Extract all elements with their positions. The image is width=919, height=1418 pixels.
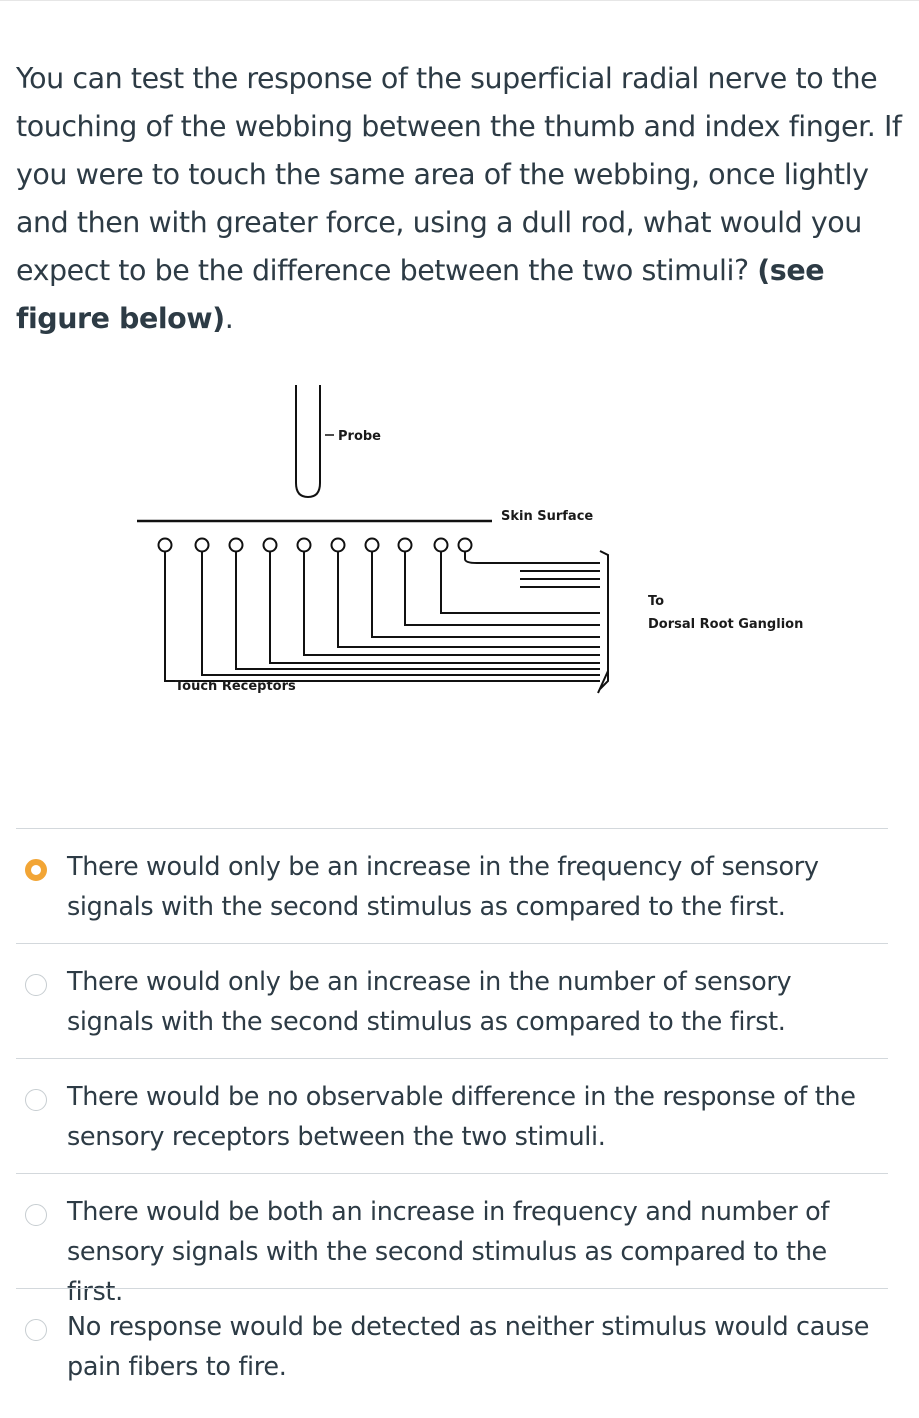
answer-list xyxy=(16,828,888,1408)
radio-button[interactable] xyxy=(25,1089,47,1111)
receptor-circle xyxy=(298,539,311,552)
answer-option[interactable] xyxy=(16,1173,888,1307)
question-body: You can test the response of the superficial radial nerve to the touching of the webbing between the thumb and index finger. If you were to touch the same area of the webbing, once lightly and then with greater force, using a dull rod, what would you expect to be the difference between the two stimuli? xyxy=(16,62,902,287)
radio-button[interactable] xyxy=(25,974,47,996)
receptor-circle xyxy=(264,539,277,552)
receptor-circle xyxy=(459,539,472,552)
drg-label: Dorsal Root Ganglion xyxy=(648,617,804,632)
nerve-fiber xyxy=(465,552,600,563)
receptor-diagram-svg xyxy=(120,375,820,705)
fiber-bracket xyxy=(600,551,608,689)
skin-surface-label: Skin Surface xyxy=(501,509,594,524)
answer-option[interactable] xyxy=(16,943,888,1058)
probe-shape xyxy=(296,385,320,497)
receptor-circle xyxy=(366,539,379,552)
receptor-circle xyxy=(196,539,209,552)
touch-receptors-label: Touch Receptors xyxy=(175,679,296,694)
question-emphasis: (see figure below) xyxy=(16,254,825,335)
answer-option[interactable] xyxy=(16,828,888,943)
receptor-circle xyxy=(230,539,243,552)
touch-receptors-group xyxy=(159,539,609,694)
probe-label: Probe xyxy=(338,429,381,444)
nerve-fiber xyxy=(236,552,600,669)
answer-text: No response would be detected as neither stimulus would cause pain fibers to fire. xyxy=(67,1312,870,1382)
top-border xyxy=(0,0,919,1)
receptor-circle xyxy=(435,539,448,552)
radio-button[interactable] xyxy=(25,1319,47,1341)
nerve-fiber xyxy=(338,552,600,647)
to-label: To xyxy=(648,594,665,609)
receptor-circle xyxy=(332,539,345,552)
radio-button[interactable] xyxy=(25,1204,47,1226)
receptor-diagram xyxy=(120,375,820,705)
answer-text: There would be both an increase in frequency and number of sensory signals with the second stimulus as compared to the first. xyxy=(67,1197,829,1307)
receptor-circle xyxy=(159,539,172,552)
answer-text: There would be no observable difference in the response of the sensory receptors between the two stimuli. xyxy=(67,1082,856,1152)
receptor-circle xyxy=(399,539,412,552)
answer-text: There would only be an increase in the number of sensory signals with the second stimulus as compared to the first. xyxy=(67,967,792,1037)
question-text xyxy=(16,55,906,343)
answer-option[interactable] xyxy=(16,1058,888,1173)
nerve-fiber xyxy=(304,552,600,655)
answer-text: There would only be an increase in the frequency of sensory signals with the second stimulus as compared to the first. xyxy=(67,852,819,922)
radio-button-selected[interactable] xyxy=(25,859,47,881)
question-end: . xyxy=(224,302,234,335)
answer-option[interactable] xyxy=(16,1288,888,1408)
